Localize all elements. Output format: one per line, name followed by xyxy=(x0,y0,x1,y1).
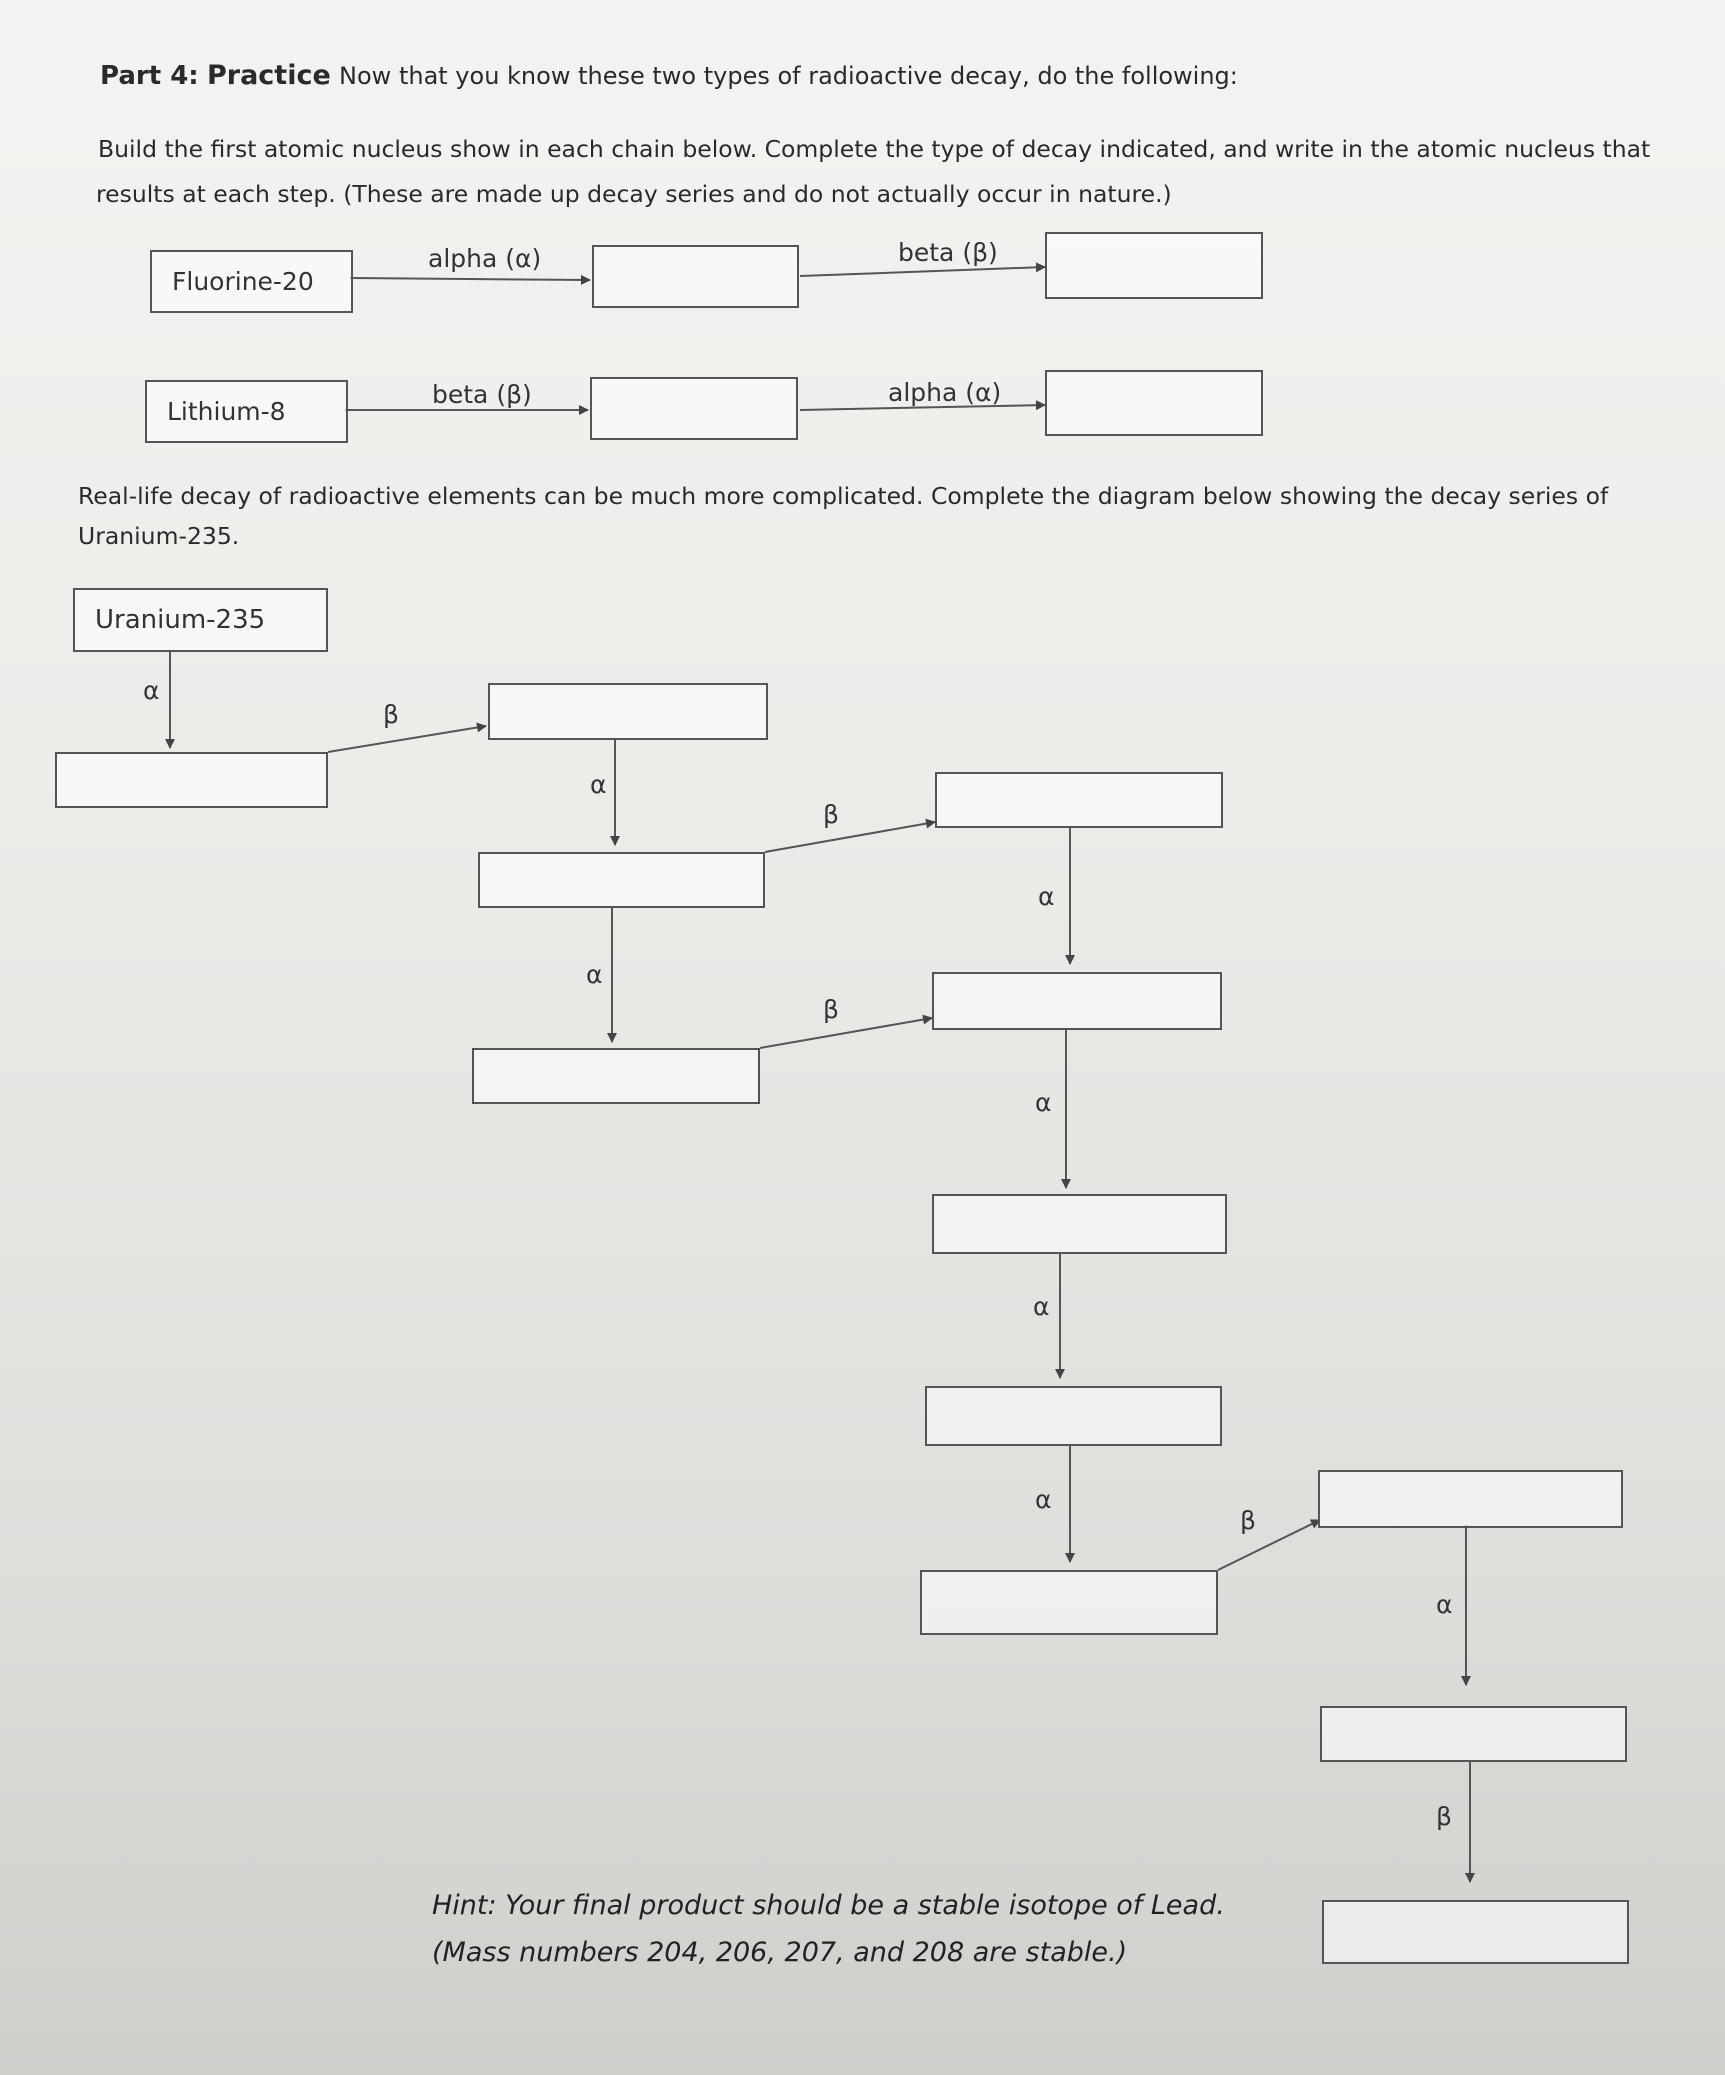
hint-line-1: Hint: Your final product should be a stable isotope of Lead. xyxy=(432,1890,1225,1921)
uranium-answer-box-4[interactable] xyxy=(935,772,1223,828)
chain2-beta-label: beta (β) xyxy=(432,380,532,409)
decay-label-alpha: α xyxy=(1035,1088,1052,1117)
chain2-alpha-label: alpha (α) xyxy=(888,378,1002,407)
decay-label-alpha: α xyxy=(143,676,160,705)
chain2-answer-box-2[interactable] xyxy=(1045,370,1263,436)
uranium-answer-box-3[interactable] xyxy=(478,852,765,908)
decay-label-alpha: α xyxy=(1035,1485,1052,1514)
uranium-text-line-1: Real-life decay of radioactive elements can be much more complicated. Complete the diagram below showing the decay series of xyxy=(78,482,1609,510)
chain1-alpha-label: alpha (α) xyxy=(428,244,542,273)
decay-label-alpha: α xyxy=(1436,1590,1453,1619)
uranium-answer-box-12[interactable] xyxy=(1322,1900,1629,1964)
uranium-answer-box-5[interactable] xyxy=(472,1048,760,1104)
uranium-answer-box-2[interactable] xyxy=(488,683,768,740)
decay-label-beta: β xyxy=(1240,1506,1256,1535)
lithium-8-box: Lithium-8 xyxy=(145,380,348,443)
fluorine-20-box: Fluorine-20 xyxy=(150,250,353,313)
chain1-answer-box-2[interactable] xyxy=(1045,232,1263,299)
decay-label-alpha: α xyxy=(586,960,603,989)
hint-line-2: (Mass numbers 204, 206, 207, and 208 are stable.) xyxy=(432,1937,1128,1968)
decay-label-beta: β xyxy=(823,800,839,829)
uranium-answer-box-9[interactable] xyxy=(920,1570,1218,1635)
decay-label-alpha: α xyxy=(1038,882,1055,911)
uranium-text-line-2: Uranium-235. xyxy=(78,522,240,550)
uranium-235-box: Uranium-235 xyxy=(73,588,328,652)
uranium-answer-box-8[interactable] xyxy=(925,1386,1222,1446)
part-number: Part 4: xyxy=(100,61,199,91)
instructions-line-1: Build the first atomic nucleus show in each chain below. Complete the type of decay indicated, and write in the atomic nucleus that xyxy=(98,135,1651,163)
chain1-beta-label: beta (β) xyxy=(898,238,998,267)
uranium-answer-box-6[interactable] xyxy=(932,972,1222,1030)
decay-label-beta: β xyxy=(823,995,839,1024)
uranium-answer-box-1[interactable] xyxy=(55,752,328,808)
chain1-answer-box-1[interactable] xyxy=(592,245,799,308)
decay-label-beta: β xyxy=(1436,1802,1452,1831)
uranium-answer-box-11[interactable] xyxy=(1320,1706,1627,1762)
chain2-answer-box-1[interactable] xyxy=(590,377,798,440)
decay-label-alpha: α xyxy=(1033,1292,1050,1321)
decay-label-beta: β xyxy=(383,700,399,729)
intro-text: Now that you know these two types of radioactive decay, do the following: xyxy=(339,62,1238,90)
instructions-line-2: results at each step. (These are made up decay series and do not actually occur in nature.) xyxy=(96,180,1172,208)
uranium-answer-box-10[interactable] xyxy=(1318,1470,1623,1528)
uranium-answer-box-7[interactable] xyxy=(932,1194,1227,1254)
practice-title: Practice xyxy=(206,60,331,91)
decay-label-alpha: α xyxy=(590,770,607,799)
